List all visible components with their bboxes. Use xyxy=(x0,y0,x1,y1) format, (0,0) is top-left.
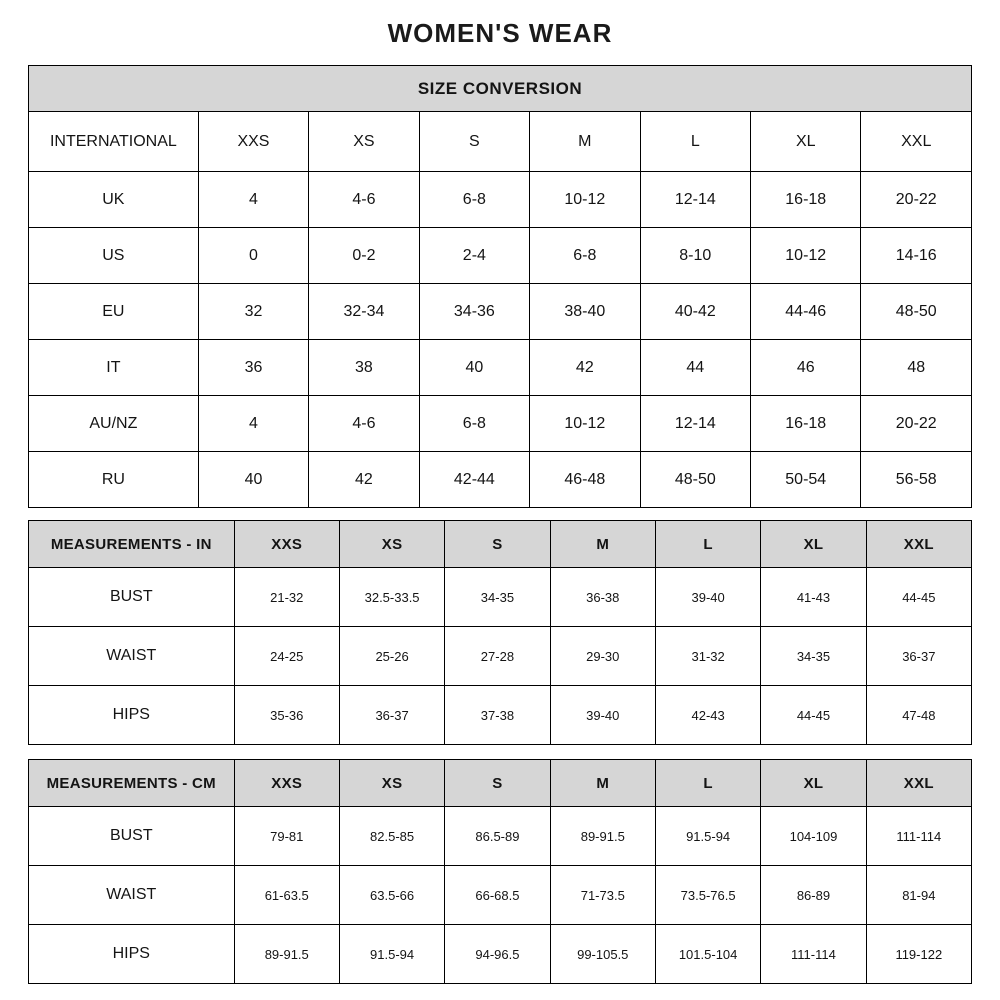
value-cell: 48-50 xyxy=(640,452,750,508)
row-label-cell: WAIST xyxy=(29,627,235,686)
size-column-header: XXS xyxy=(198,112,308,172)
value-cell: 6-8 xyxy=(419,172,529,228)
table-row xyxy=(29,340,972,396)
table-header-row xyxy=(29,521,972,568)
value-cell: 10-12 xyxy=(530,396,640,452)
value-cell: 12-14 xyxy=(640,172,750,228)
table-row xyxy=(29,925,972,984)
value-cell: 40 xyxy=(198,452,308,508)
size-column-header: S xyxy=(445,760,550,807)
value-cell: 44-45 xyxy=(761,686,866,745)
row-label-cell: IT xyxy=(29,340,199,396)
value-cell: 42 xyxy=(309,452,419,508)
value-cell: 39-40 xyxy=(550,686,655,745)
value-cell: 91.5-94 xyxy=(339,925,444,984)
value-cell: 48-50 xyxy=(861,284,972,340)
value-cell: 29-30 xyxy=(550,627,655,686)
value-cell: 4-6 xyxy=(309,396,419,452)
value-cell: 25-26 xyxy=(339,627,444,686)
value-cell: 39-40 xyxy=(655,568,760,627)
size-column-header: M xyxy=(530,112,640,172)
table-row xyxy=(29,172,972,228)
value-cell: 63.5-66 xyxy=(339,866,444,925)
value-cell: 89-91.5 xyxy=(234,925,339,984)
value-cell: 4-6 xyxy=(309,172,419,228)
table-row xyxy=(29,807,972,866)
size-column-header: XL xyxy=(761,521,866,568)
value-cell: 6-8 xyxy=(419,396,529,452)
size-column-header: L xyxy=(640,112,750,172)
measurements-in-table xyxy=(28,520,972,745)
value-cell: 44-46 xyxy=(751,284,861,340)
value-cell: 101.5-104 xyxy=(655,925,760,984)
value-cell: 20-22 xyxy=(861,396,972,452)
size-column-header: M xyxy=(550,760,655,807)
value-cell: 34-35 xyxy=(445,568,550,627)
size-column-header: XXL xyxy=(866,760,971,807)
size-conversion-table xyxy=(28,65,972,508)
spacer xyxy=(28,745,972,759)
value-cell: 40-42 xyxy=(640,284,750,340)
size-column-header: XS xyxy=(339,760,444,807)
value-cell: 37-38 xyxy=(445,686,550,745)
value-cell: 42-44 xyxy=(419,452,529,508)
value-cell: 32-34 xyxy=(309,284,419,340)
value-cell: 32 xyxy=(198,284,308,340)
value-cell: 16-18 xyxy=(751,396,861,452)
value-cell: 81-94 xyxy=(866,866,971,925)
size-column-header: XL xyxy=(761,760,866,807)
table-row xyxy=(29,686,972,745)
table-row xyxy=(29,452,972,508)
size-column-header: XXL xyxy=(866,521,971,568)
value-cell: 27-28 xyxy=(445,627,550,686)
value-cell: 20-22 xyxy=(861,172,972,228)
value-cell: 86.5-89 xyxy=(445,807,550,866)
table-row xyxy=(29,396,972,452)
value-cell: 99-105.5 xyxy=(550,925,655,984)
value-cell: 41-43 xyxy=(761,568,866,627)
row-label-cell: AU/NZ xyxy=(29,396,199,452)
value-cell: 35-36 xyxy=(234,686,339,745)
value-cell: 0 xyxy=(198,228,308,284)
value-cell: 44-45 xyxy=(866,568,971,627)
value-cell: 56-58 xyxy=(861,452,972,508)
value-cell: 36-38 xyxy=(550,568,655,627)
value-cell: 12-14 xyxy=(640,396,750,452)
value-cell: 8-10 xyxy=(640,228,750,284)
value-cell: 119-122 xyxy=(866,925,971,984)
size-column-header: M xyxy=(550,521,655,568)
value-cell: 86-89 xyxy=(761,866,866,925)
value-cell: 6-8 xyxy=(530,228,640,284)
value-cell: 34-35 xyxy=(761,627,866,686)
value-cell: 10-12 xyxy=(530,172,640,228)
measurements-cm-table xyxy=(28,759,972,984)
value-cell: 47-48 xyxy=(866,686,971,745)
size-column-header: XXS xyxy=(234,760,339,807)
size-column-header: XS xyxy=(309,112,419,172)
size-column-header: XS xyxy=(339,521,444,568)
size-conversion-banner: SIZE CONVERSION xyxy=(29,66,972,112)
row-header-label: MEASUREMENTS - IN xyxy=(29,521,235,568)
row-header-label: MEASUREMENTS - CM xyxy=(29,760,235,807)
value-cell: 66-68.5 xyxy=(445,866,550,925)
value-cell: 0-2 xyxy=(309,228,419,284)
value-cell: 46-48 xyxy=(530,452,640,508)
value-cell: 42-43 xyxy=(655,686,760,745)
row-label-cell: HIPS xyxy=(29,925,235,984)
row-label-cell: RU xyxy=(29,452,199,508)
value-cell: 31-32 xyxy=(655,627,760,686)
table-header-row xyxy=(29,760,972,807)
value-cell: 4 xyxy=(198,396,308,452)
value-cell: 61-63.5 xyxy=(234,866,339,925)
size-column-header: XXL xyxy=(861,112,972,172)
value-cell: 71-73.5 xyxy=(550,866,655,925)
page-title: WOMEN'S WEAR xyxy=(387,18,613,48)
value-cell: 2-4 xyxy=(419,228,529,284)
value-cell: 73.5-76.5 xyxy=(655,866,760,925)
size-column-header: S xyxy=(445,521,550,568)
value-cell: 10-12 xyxy=(751,228,861,284)
banner-row xyxy=(29,66,972,112)
value-cell: 38 xyxy=(309,340,419,396)
value-cell: 34-36 xyxy=(419,284,529,340)
row-header-label: INTERNATIONAL xyxy=(29,112,199,172)
value-cell: 89-91.5 xyxy=(550,807,655,866)
table-header-row xyxy=(29,112,972,172)
row-label-cell: EU xyxy=(29,284,199,340)
table-row xyxy=(29,284,972,340)
row-label-cell: BUST xyxy=(29,568,235,627)
value-cell: 44 xyxy=(640,340,750,396)
value-cell: 111-114 xyxy=(866,807,971,866)
value-cell: 21-32 xyxy=(234,568,339,627)
value-cell: 36 xyxy=(198,340,308,396)
value-cell: 36-37 xyxy=(339,686,444,745)
row-label-cell: US xyxy=(29,228,199,284)
value-cell: 32.5-33.5 xyxy=(339,568,444,627)
row-label-cell: WAIST xyxy=(29,866,235,925)
size-column-header: L xyxy=(655,760,760,807)
row-label-cell: UK xyxy=(29,172,199,228)
value-cell: 16-18 xyxy=(751,172,861,228)
size-column-header: XXS xyxy=(234,521,339,568)
value-cell: 40 xyxy=(419,340,529,396)
row-label-cell: BUST xyxy=(29,807,235,866)
value-cell: 36-37 xyxy=(866,627,971,686)
size-column-header: S xyxy=(419,112,529,172)
value-cell: 24-25 xyxy=(234,627,339,686)
row-label-cell: HIPS xyxy=(29,686,235,745)
value-cell: 111-114 xyxy=(761,925,866,984)
value-cell: 14-16 xyxy=(861,228,972,284)
value-cell: 79-81 xyxy=(234,807,339,866)
table-row xyxy=(29,866,972,925)
value-cell: 48 xyxy=(861,340,972,396)
size-column-header: XL xyxy=(751,112,861,172)
value-cell: 91.5-94 xyxy=(655,807,760,866)
value-cell: 50-54 xyxy=(751,452,861,508)
table-row xyxy=(29,627,972,686)
value-cell: 4 xyxy=(198,172,308,228)
value-cell: 42 xyxy=(530,340,640,396)
value-cell: 104-109 xyxy=(761,807,866,866)
value-cell: 46 xyxy=(751,340,861,396)
value-cell: 82.5-85 xyxy=(339,807,444,866)
value-cell: 94-96.5 xyxy=(445,925,550,984)
value-cell: 38-40 xyxy=(530,284,640,340)
table-row xyxy=(29,228,972,284)
spacer xyxy=(28,508,972,520)
table-row xyxy=(29,568,972,627)
size-column-header: L xyxy=(655,521,760,568)
